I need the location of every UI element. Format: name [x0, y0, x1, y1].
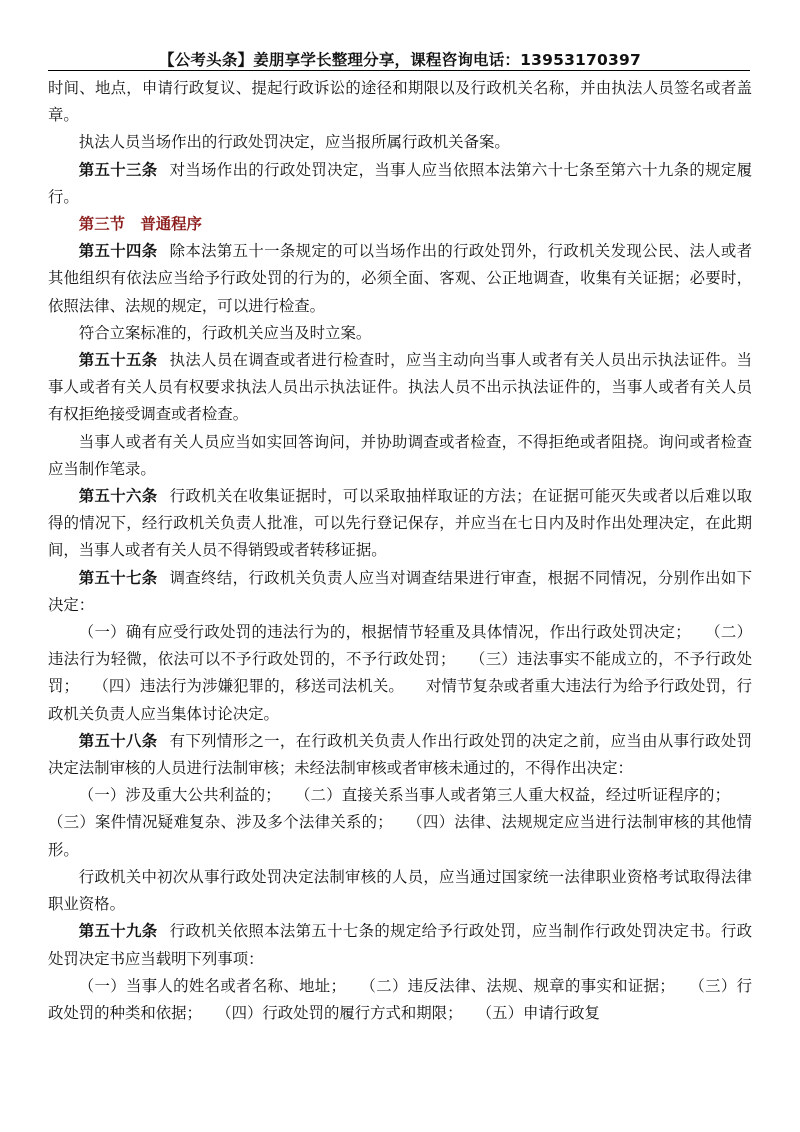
paragraph: 执法人员当场作出的行政处罚决定，应当报所属行政机关备案。: [78, 133, 510, 152]
section-title: 第三节 普通程序: [78, 215, 202, 234]
list-item: （二）违法行为轻微，依法可以不予行政处罚的，不予行政处罚；: [48, 623, 752, 669]
list-item: （一）确有应受行政处罚的违法行为的，根据情节轻重及具体情况，作出行政处罚决定；: [78, 623, 691, 642]
article-title: 第五十三条: [78, 160, 158, 179]
list-item: （四）违法行为涉嫌犯罪的，移送司法机关。: [100, 677, 404, 696]
article-text: 有下列情形之一，在行政机关负责人作出行政处罚的决定之前，应当由从事行政处罚决定法制审核的人员进行法制审核；未经法制审核或者审核未通过的，不得作出决定：: [48, 731, 752, 778]
article-58-items: [48, 782, 752, 864]
paragraph: 行政机关中初次从事行政处罚决定法制审核的人员，应当通过国家统一法律职业资格考试取得法律职业资格。: [48, 867, 752, 914]
article-59: [48, 918, 752, 972]
article-56: [48, 483, 752, 565]
article-title: 第五十八条: [78, 731, 158, 750]
article-text: 调查终结，行政机关负责人应当对调查结果进行审查，根据不同情况，分别作出如下决定：: [48, 568, 752, 614]
article-text: 行政机关依照本法第五十七条的规定给予行政处罚，应当制作行政处罚决定书。行政处罚决定书应当载明下列事项：: [48, 922, 752, 968]
list-item: 对情节复杂或者重大违法行为给予行政处罚，行政机关负责人应当集体讨论决定。: [48, 677, 752, 723]
article-text: 对当场作出的行政处罚决定，当事人应当依照本法第六十七条至第六十九条的规定履行。: [48, 160, 752, 206]
article-text: 行政机关在收集证据时，可以采取抽样取证的方法；在证据可能灭失或者以后难以取得的情况下，经行政机关负责人批准，可以先行登记保存，并应当在七日内及时作出处理决定，在此期间，当事人或者有关人员不得销毁或者转移证据。: [48, 487, 752, 560]
header-divider: [48, 70, 750, 71]
article-title: 第五十六条: [78, 487, 158, 506]
article-55: [48, 347, 752, 429]
article-58: [48, 728, 752, 782]
list-item: （二）违反法律、法规、规章的事实和证据；: [367, 976, 675, 995]
list-item: （三）案件情况疑难复杂、涉及多个法律关系的；: [48, 813, 393, 832]
list-item: （三）违法事实不能成立的，不予行政处罚；: [48, 650, 752, 696]
paragraph: 符合立案标准的，行政机关应当及时立案。: [78, 323, 372, 342]
paragraph: 时间、地点，申请行政复议、提起行政诉讼的途径和期限以及行政机关名称，并由执法人员签名或者盖章。: [48, 79, 752, 125]
article-title: 第五十四条: [78, 242, 158, 261]
article-53: [48, 157, 752, 211]
list-item: （四）行政处罚的履行方式和期限；: [223, 1003, 463, 1022]
document-body: [48, 75, 752, 1027]
article-text: 执法人员在调查或者进行检查时，应当主动向当事人或者有关人员出示执法证件。当事人或者有关人员有权要求执法人员出示执法证件。执法人员不出示执法证件的，当事人或者有关人员有权拒绝接受调查或者检查。: [48, 351, 752, 424]
article-text: 除本法第五十一条规定的可以当场作出的行政处罚外，行政机关发现公民、法人或者其他组织有依法应当给予行政处罚的行为的，必须全面、客观、公正地调查，收集有关证据；必要时，依照法律、法规的规定，可以进行检查。: [48, 242, 752, 315]
list-item: （五）申请行政复: [484, 1003, 600, 1022]
section-heading: [48, 211, 752, 238]
article-title: 第五十五条: [78, 351, 158, 370]
article-title: 第五十七条: [78, 568, 158, 587]
paragraph: 当事人或者有关人员应当如实回答询问，并协助调查或者检查，不得拒绝或者阻挠。询问或者检查应当制作笔录。: [48, 432, 752, 478]
page-header: 【公考头条】姜朋享学长整理分享，课程咨询电话：13953170397: [159, 51, 641, 69]
article-57-items: [48, 619, 752, 728]
article-57: [48, 565, 752, 619]
list-item: （三）行政处罚的种类和依据；: [48, 976, 752, 1022]
list-item: （四）法律、法规规定应当进行法制审核的其他情形。: [48, 813, 752, 859]
list-item: （一）当事人的姓名或者名称、地址；: [78, 976, 346, 995]
list-item: （二）直接关系当事人或者第三人重大权益，经过听证程序的；: [302, 786, 730, 805]
article-54: [48, 238, 752, 320]
list-item: （一）涉及重大公共利益的；: [78, 786, 281, 805]
article-59-items: [48, 973, 752, 1027]
article-title: 第五十九条: [78, 922, 158, 941]
